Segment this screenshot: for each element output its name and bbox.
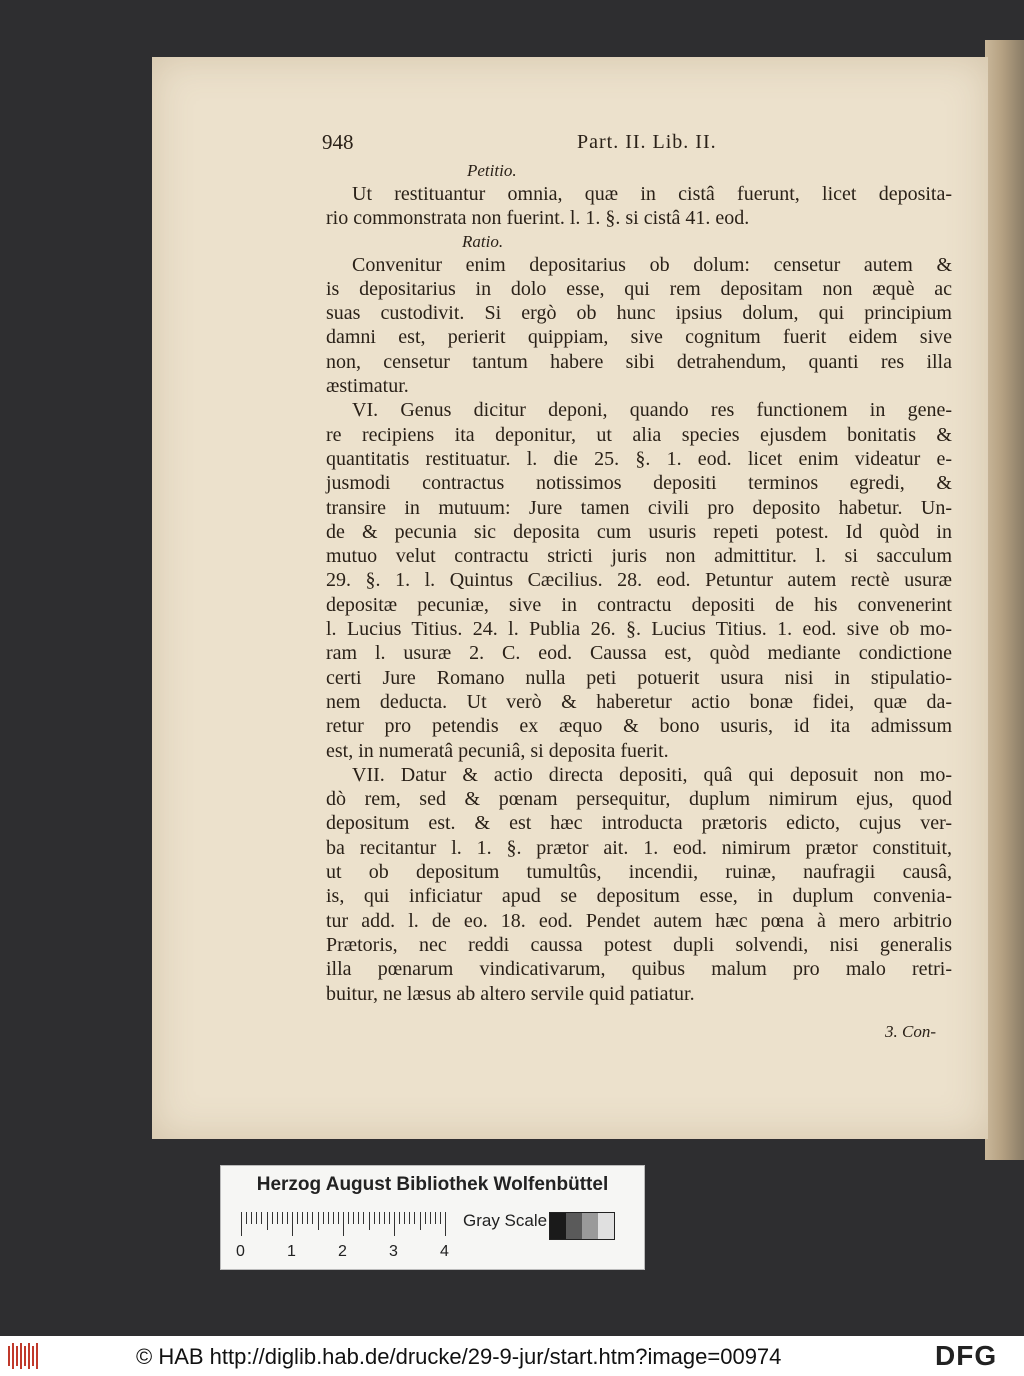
logo-bar [28,1343,30,1369]
library-name: Herzog August Bibliothek Wolfenbüttel [256,1174,609,1195]
ruler-tick [348,1212,349,1224]
logo-bar [20,1343,22,1369]
ruler-tick [256,1212,257,1224]
ruler-tick [369,1212,370,1230]
text-line: quantitatis restituatur. l. die 25. §. 1. eod. licet enim videatur e- [326,447,952,470]
subheading-petitio: Petitio. [467,161,517,180]
text-line: transire in mutuum: Jure tamen civili pro deposito habetur. Un- [326,496,952,519]
ruler-tick [277,1212,278,1224]
text-line: VI. Genus dicitur deponi, quando res functionem in gene- [352,399,952,422]
gray-scale-label: Gray Scale [463,1211,548,1230]
page-text [172,130,952,1006]
footer-bar [0,1336,1024,1376]
ruler-tick [328,1212,329,1224]
ruler-number: 1 [287,1243,296,1260]
ruler-number: 0 [236,1243,245,1260]
ruler-tick [246,1212,247,1224]
measure-ruler [241,1212,451,1236]
text-line: re recipiens ita deponitur, ut alia species ejusdem bonitatis & [326,423,952,446]
text-line: Convenitur enim depositarius ob dolum: censetur autem & [352,253,952,276]
text-line: est, in numeratâ pecuniâ, si deposita fuerit. [326,739,669,762]
ruler-tick [267,1212,268,1230]
ruler-tick [363,1212,364,1224]
book-edge [985,40,1024,1160]
ruler-tick [302,1212,303,1224]
library-color-card [220,1165,645,1270]
ruler-tick [323,1212,324,1224]
ruler-number: 3 [389,1243,398,1260]
text-line: is depositarius in dolo esse, qui rem depositam non æquè ac [326,277,952,300]
logo-bar [12,1343,14,1369]
logo-bar [8,1346,10,1366]
text-line: rio commonstrata non fuerint. l. 1. §. si cistâ 41. eod. [326,207,750,230]
ruler-tick [414,1212,415,1224]
ruler-tick [333,1212,334,1224]
text-line: depositæ pecuniæ, sive in contractu depositi de his convenerint [326,593,952,616]
text-line: ut ob depositum tumultûs, incendii, ruinæ, naufragii causâ, [326,861,952,884]
swatch-cell [598,1213,614,1239]
paragraph-petitio [172,182,952,231]
text-line: certi Jure Romano nulla peti potuerit usura nisi in stipulatio- [326,666,952,689]
ruler-tick [307,1212,308,1224]
page-number: 948 [322,130,354,154]
gray-scale-swatch [549,1212,615,1240]
logo-bar [36,1343,38,1369]
source-url: © HAB http://diglib.hab.de/drucke/29-9-jur/start.htm?image=00974 [136,1344,782,1369]
ruler-tick [338,1212,339,1224]
ruler-tick [251,1212,252,1224]
swatch-cell [582,1213,598,1239]
text-line: jusmodi contractus notissimos depositi terminos egredi, & [326,472,952,495]
ruler-tick [292,1212,293,1236]
page-header [172,130,952,160]
text-line: illa pœnarum vindicativarum, quibus malum pro malo retri- [326,958,952,981]
text-line: ba recitantur l. 1. §. prætor ait. 1. eod. nimirum prætor constituit, [326,836,952,859]
text-line: buitur, ne læsus ab altero servile quid patiatur. [326,982,695,1005]
text-line: l. Lucius Titius. 24. l. Publia 26. §. Lucius Titius. 1. eod. sive ob mo- [326,618,952,641]
logo-bar [24,1346,26,1366]
ruler-tick [399,1212,400,1224]
ruler-tick [409,1212,410,1224]
text-line: non, censetur tantum habere sibi detrahendum, quanti res illa [326,350,952,373]
text-line: æstimatur. [326,375,409,398]
ruler-tick [358,1212,359,1224]
subheading-ratio: Ratio. [462,231,504,251]
text-line: ram l. usuræ 2. C. eod. Caussa est, quòd mediante condictione [326,642,952,665]
text-line: Ut restituantur omnia, quæ in cistâ fuerunt, licet deposita- [352,183,952,205]
text-line: mutuo velut contractu stricti juris non admittitur. l. si sacculum [326,545,952,568]
catchword: 3. Con- [885,1022,936,1041]
text-line: VII. Datur & actio directa depositi, quâ qui deposuit non mo- [352,763,952,786]
paragraph-vii [172,763,952,1006]
text-line: dò rem, sed & pœnam persequitur, duplum nimirum ejus, quod [326,788,952,811]
text-line: 29. §. 1. l. Quintus Cæcilius. 28. eod. Petuntur autem rectè usuræ [326,569,952,592]
swatch-cell [566,1213,582,1239]
ruler-tick [261,1212,262,1224]
text-line: damni est, perierit quippiam, sive cognitum fuerit eidem sive [326,326,952,349]
ruler-tick [312,1212,313,1224]
ruler-tick [404,1212,405,1224]
ruler-tick [353,1212,354,1224]
ruler-tick [379,1212,380,1224]
ruler-tick [241,1212,242,1236]
ruler-tick [272,1212,273,1224]
text-line: Prætoris, nec reddi caussa potest dupli solvendi, nisi generalis [326,933,952,956]
ruler-tick [287,1212,288,1224]
ruler-tick [374,1212,375,1224]
ruler-number: 4 [440,1243,449,1260]
running-head: Part. II. Lib. II. [577,131,717,153]
paragraph-vi [172,398,952,762]
hab-logo-icon [8,1343,40,1369]
text-line: depositum est. & est hæc introducta prætoris edicto, cujus ver- [326,812,952,835]
ruler-tick [282,1212,283,1224]
ruler-tick [425,1212,426,1224]
ruler-tick [318,1212,319,1230]
logo-bar [16,1346,18,1366]
ruler-tick [343,1212,344,1236]
text-line: de & pecunia sic deposita cum usuris repeti potest. Id quòd in [326,520,952,543]
ruler-tick [297,1212,298,1224]
ruler-tick [435,1212,436,1224]
text-line: retur pro petendis ex æquo & bono usuris, id ita admissum [326,715,952,738]
text-line: tur add. l. de eo. 18. eod. Pendet autem hæc pœna à mero arbitrio [326,909,952,932]
ruler-number: 2 [338,1243,347,1260]
logo-bar [32,1346,34,1366]
paragraph-ratio [172,253,952,399]
dfg-logo: DFG [935,1340,998,1371]
ruler-tick [389,1212,390,1224]
ruler-tick [394,1212,395,1236]
ruler-tick [430,1212,431,1224]
text-line: is, qui inficiatur apud se depositum esse, in duplum convenia- [326,885,952,908]
swatch-cell [550,1213,566,1239]
text-line: suas custodivit. Si ergò ob hunc ipsius dolum, qui principium [326,302,952,325]
text-line: nem deducta. Ut verò & haberetur actio bonæ fidei, quæ da- [326,690,952,713]
ruler-tick [384,1212,385,1224]
ruler-tick [420,1212,421,1230]
ruler-tick [440,1212,441,1224]
ruler-tick [445,1212,446,1236]
